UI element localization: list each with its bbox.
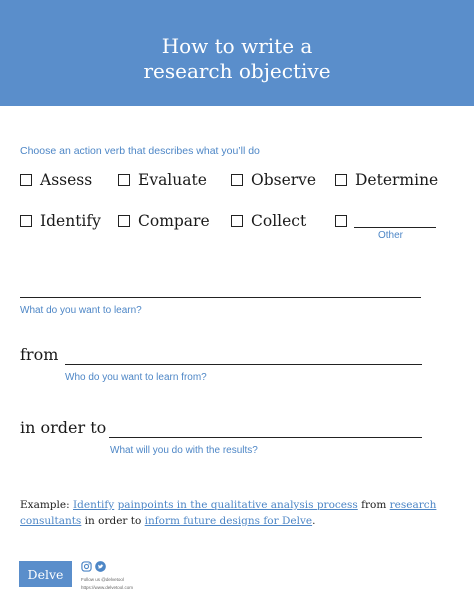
from-fill-line[interactable] [65,364,422,365]
option-evaluate[interactable] [118,169,207,191]
checkbox[interactable] [118,174,130,186]
other-fill-line[interactable] [354,227,436,228]
verb-instruction: Choose an action verb that describes what you’ll do [20,145,260,157]
example-verb-link[interactable]: Identify [72,499,115,511]
follow-text [81,576,133,592]
footer-url[interactable]: https://www.delvetool.com [81,585,134,590]
option-collect[interactable] [231,210,306,232]
option-assess[interactable] [20,169,92,191]
option-compare[interactable] [118,210,210,232]
checkbox[interactable] [231,215,243,227]
twitter-icon[interactable] [95,561,106,572]
header-banner [0,0,474,106]
title-line-1: How to write a [161,34,313,58]
delve-logo[interactable]: Delve [19,561,72,587]
option-label: Observe [251,171,317,189]
in-order-to-label: in order to [20,418,107,437]
checkbox[interactable] [335,174,347,186]
learn-fill-line[interactable] [20,297,421,298]
option-label: Assess [40,171,93,189]
instagram-icon[interactable] [81,561,92,572]
example-outcome-link[interactable]: inform future designs for Delve [144,515,313,527]
example-in-order-to-text: in order to [84,515,142,527]
checkbox[interactable] [20,174,32,186]
follow-handle: Follow us @delvetool [81,577,124,582]
example-audience-link[interactable]: research consultants [20,499,437,527]
example-from-text: from [361,499,387,511]
option-label: Evaluate [138,171,207,189]
checkbox[interactable] [335,215,347,227]
from-label: from [20,345,59,364]
checkbox[interactable] [118,215,130,227]
learn-caption: What do you want to learn? [20,305,142,316]
example-topic-link[interactable]: painpoints in the qualitative analysis process [117,499,358,511]
checkbox[interactable] [20,215,32,227]
other-caption: Other [378,230,404,241]
in-order-to-fill-line[interactable] [109,437,422,438]
option-determine[interactable] [335,169,438,191]
example-sentence [20,497,450,529]
social-icons [81,561,106,572]
title-line-2: research objective [143,59,331,83]
in-order-to-caption: What will you do with the results? [110,445,258,456]
option-other[interactable] [335,210,355,232]
option-observe[interactable] [231,169,316,191]
checkbox[interactable] [231,174,243,186]
option-label: Determine [355,171,439,189]
option-label: Collect [251,212,307,230]
example-prefix: Example: [20,499,70,511]
option-label: Compare [138,212,210,230]
page-title [0,34,474,84]
from-caption: Who do you want to learn from? [65,372,207,383]
option-identify[interactable] [20,210,101,232]
option-label: Identify [40,212,101,230]
example-period: . [312,515,316,527]
